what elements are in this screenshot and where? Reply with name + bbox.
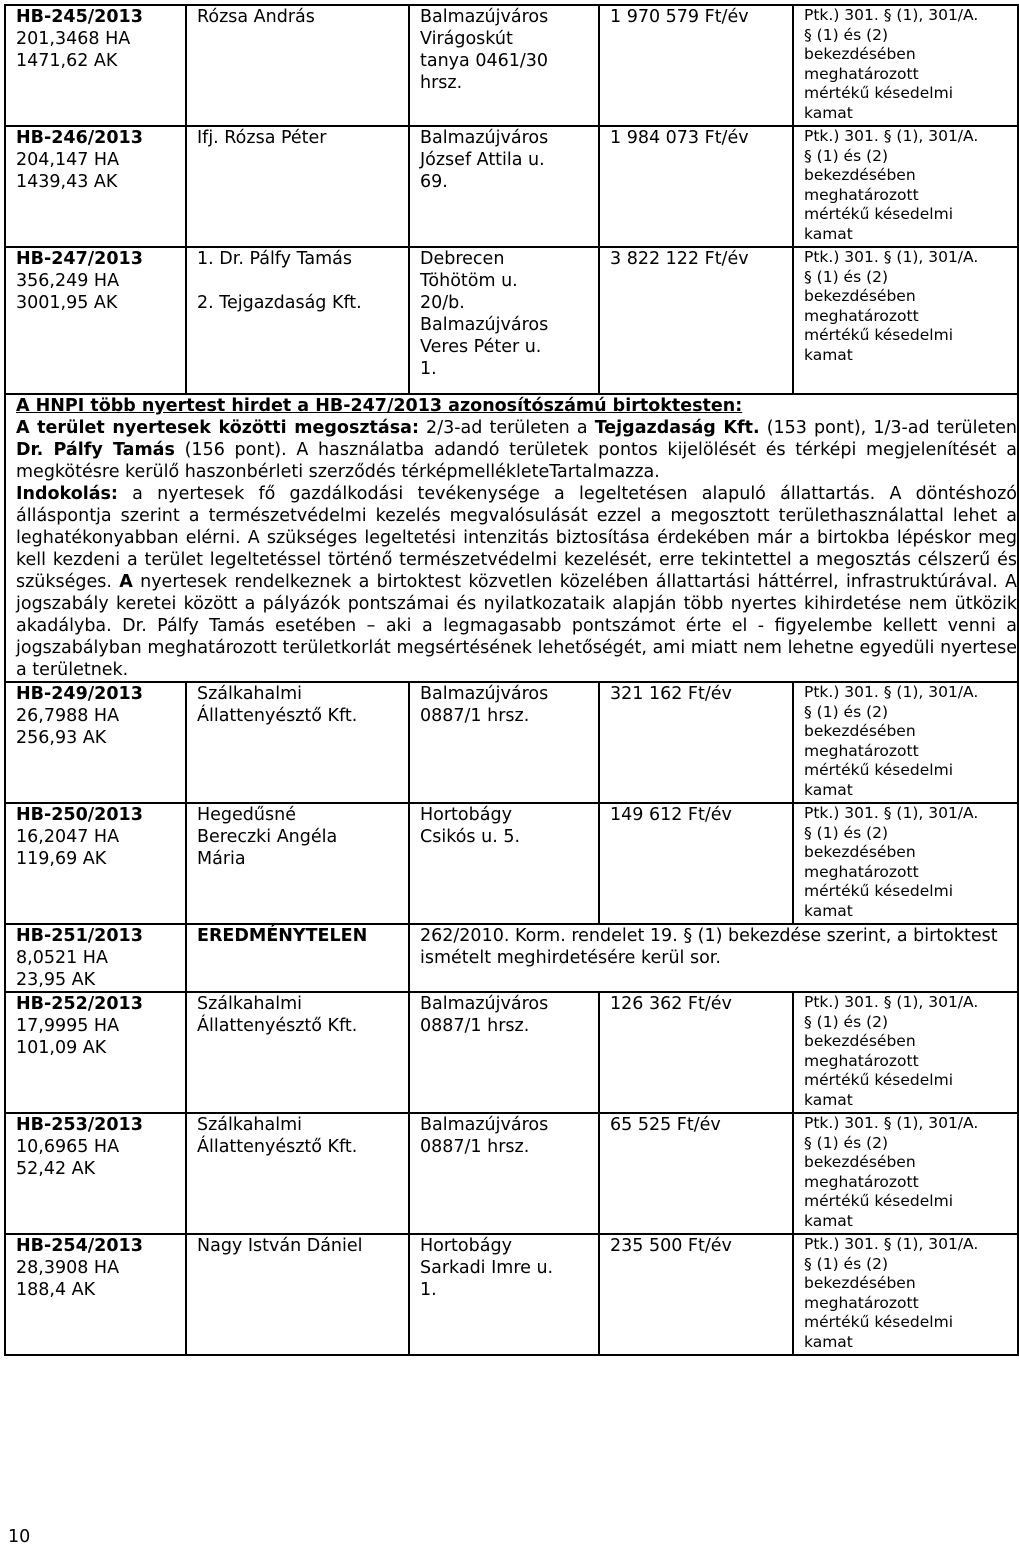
address-cell [409, 992, 599, 1113]
parcel-ak: 256,93 AK [16, 728, 107, 748]
interest-text: § (1) és (2) [804, 267, 889, 286]
reason-label: Indokolás: [16, 484, 118, 504]
rent-cell [599, 1234, 793, 1355]
address-cell [409, 803, 599, 924]
rent-price: 235 500 Ft/év [610, 1236, 732, 1256]
parcel-area: 17,9995 HA [16, 1016, 120, 1036]
winner-name: Rózsa András [197, 7, 315, 27]
interest-text: bekezdésében [804, 1274, 916, 1293]
rent-cell [599, 247, 793, 394]
address-line: hrsz. [420, 73, 463, 93]
address-cell [409, 1113, 599, 1234]
table-row [5, 126, 1018, 247]
split-text: 2/3-ad területen a [418, 418, 595, 438]
rent-price: 1 984 073 Ft/év [610, 128, 749, 148]
interest-text: bekezdésében [804, 1032, 916, 1051]
interest-cell [793, 126, 1018, 247]
rent-cell [599, 682, 793, 803]
address-cell [409, 1234, 599, 1355]
interest-text: kamat [804, 345, 853, 364]
parcel-cell [5, 924, 186, 992]
address-line: Veres Péter u. [420, 337, 542, 357]
winner-person: Dr. Pálfy Tamás [16, 440, 175, 460]
address-line: tanya 0461/30 [420, 51, 549, 71]
rent-cell [599, 126, 793, 247]
auction-results-table [4, 4, 1019, 1356]
table-row [5, 992, 1018, 1113]
interest-text: meghatározott [804, 1293, 919, 1312]
parcel-cell [5, 1234, 186, 1355]
winner-name: 1. Dr. Pálfy Tamás [197, 249, 352, 269]
parcel-ak: 1471,62 AK [16, 51, 118, 71]
interest-text: Ptk.) 301. § (1), 301/A. [804, 1114, 979, 1132]
parcel-area: 16,2047 HA [16, 827, 120, 847]
interest-text: Ptk.) 301. § (1), 301/A. [804, 6, 979, 24]
parcel-cell [5, 1113, 186, 1234]
parcel-area: 10,6965 HA [16, 1137, 120, 1157]
multiple-winner-note [5, 394, 1018, 682]
address-line: 69. [420, 172, 448, 192]
interest-text: mértékű késedelmi [804, 761, 954, 780]
winner-cell [186, 247, 409, 394]
address-line: Hortobágy [420, 1236, 512, 1256]
rent-cell [599, 992, 793, 1113]
interest-text: kamat [804, 224, 853, 243]
parcel-cell [5, 247, 186, 394]
address-line: 1. [420, 1280, 437, 1300]
note-row [5, 394, 1018, 682]
table-row [5, 247, 1018, 394]
winner-name: Ifj. Rózsa Péter [197, 128, 327, 148]
interest-text: § (1) és (2) [804, 1254, 889, 1273]
parcel-id: HB-250/2013 [16, 805, 143, 825]
winner-name: Bereczki Angéla [197, 827, 338, 847]
winner-name: 2. Tejgazdaság Kft. [197, 293, 362, 313]
address-line: Balmazújváros [420, 315, 549, 335]
interest-text: Ptk.) 301. § (1), 301/A. [804, 248, 979, 266]
interest-text: § (1) és (2) [804, 1012, 889, 1031]
winner-cell [186, 1113, 409, 1234]
rent-price: 3 822 122 Ft/év [610, 249, 749, 269]
address-line: 0887/1 hrsz. [420, 1137, 530, 1157]
interest-text: kamat [804, 1090, 853, 1109]
interest-text: bekezdésében [804, 45, 916, 64]
parcel-ak: 119,69 AK [16, 849, 107, 869]
interest-cell [793, 1234, 1018, 1355]
winner-name: Mária [197, 849, 246, 869]
interest-text: mértékű késedelmi [804, 882, 954, 901]
winner-name: Nagy István Dániel [197, 1236, 363, 1256]
parcel-ak: 188,4 AK [16, 1280, 96, 1300]
address-cell [409, 5, 599, 126]
interest-text: meghatározott [804, 185, 919, 204]
page-number: 10 [8, 1527, 31, 1547]
rent-cell [599, 803, 793, 924]
winner-cell [186, 126, 409, 247]
winner-cell [186, 992, 409, 1113]
parcel-ak: 52,42 AK [16, 1159, 96, 1179]
interest-text: kamat [804, 901, 853, 920]
winner-cell [186, 5, 409, 126]
interest-text: bekezdésében [804, 722, 916, 741]
reason-text: a nyertesek fő gazdálkodási tevékenysége a legeltetésen alapuló állattartás. A döntéshozó álláspontja szerint a természetvédelmi kezelés megvalósulását ezzel a megosztott területhasználattal lehet a leghatékonyabban elérni. A szükséges legeltetési intenzitás biztosítása érdekében már a birtokba lépéskor meg kell kezdeni a terület legeltetéssel történő természetvédelmi kezelését, erre tekintettel a megosztás célszerű és szükséges. [16, 484, 1017, 592]
interest-text: meghatározott [804, 64, 919, 83]
note-heading: A HNPI több nyertest hirdet a HB-247/2013 azonosítószámú birtoktesten: [16, 396, 743, 416]
address-cell [409, 247, 599, 394]
table-row [5, 682, 1018, 803]
rent-price: 126 362 Ft/év [610, 994, 732, 1014]
interest-text: meghatározott [804, 862, 919, 881]
interest-text: bekezdésében [804, 1153, 916, 1172]
winner-cell [186, 682, 409, 803]
interest-text: mértékű késedelmi [804, 1313, 954, 1332]
interest-text: kamat [804, 1211, 853, 1230]
status-unsuccessful: EREDMÉNYTELEN [197, 926, 368, 946]
interest-text: mértékű késedelmi [804, 84, 954, 103]
address-line: Virágoskút [420, 29, 513, 49]
interest-text: bekezdésében [804, 287, 916, 306]
interest-text: mértékű késedelmi [804, 205, 954, 224]
reason-text: nyertesek rendelkeznek a birtoktest közvetlen közelében állattartási háttérrel, infrastruktúrával. A jogszabály keretei között a pályázók pontszámai és nyilatkozataik alapján több nyertes kihirdetése nem ütközik akadályba. Dr. Pálfy Tamás esetében – aki a legmagasabb pontszámot érte el - figyelembe kellett venni a jogszabályban meghatározott területkorlát megsértésének lehetőségét, ami miatt nem lehetne egyedüli nyertese a területnek. [16, 572, 1018, 680]
spacer [197, 270, 408, 292]
table-row [5, 1113, 1018, 1234]
winner-name: Szálkahalmi [197, 684, 303, 704]
interest-text: mértékű késedelmi [804, 1192, 954, 1211]
address-line: Balmazújváros [420, 684, 549, 704]
parcel-cell [5, 682, 186, 803]
parcel-id: HB-246/2013 [16, 128, 143, 148]
rent-cell [599, 1113, 793, 1234]
parcel-cell [5, 5, 186, 126]
winner-cell [186, 803, 409, 924]
address-line: Balmazújváros [420, 128, 549, 148]
parcel-cell [5, 803, 186, 924]
status-explanation-cell [409, 924, 1018, 992]
parcel-id: HB-254/2013 [16, 1236, 143, 1256]
interest-text: meghatározott [804, 306, 919, 325]
interest-text: § (1) és (2) [804, 823, 889, 842]
parcel-id: HB-252/2013 [16, 994, 143, 1014]
interest-text: Ptk.) 301. § (1), 301/A. [804, 1235, 979, 1253]
rent-cell [599, 5, 793, 126]
address-line: Balmazújváros [420, 994, 549, 1014]
address-line: Debrecen [420, 249, 505, 269]
rent-price: 65 525 Ft/év [610, 1115, 721, 1135]
address-line: Csikós u. 5. [420, 827, 521, 847]
table-row [5, 803, 1018, 924]
parcel-cell [5, 126, 186, 247]
parcel-id: HB-253/2013 [16, 1115, 143, 1135]
address-line: Töhötöm u. [420, 271, 518, 291]
interest-text: mértékű késedelmi [804, 326, 954, 345]
interest-text: § (1) és (2) [804, 1133, 889, 1152]
winner-name: Hegedűsné [197, 805, 296, 825]
parcel-id: HB-247/2013 [16, 249, 143, 269]
winner-name: Szálkahalmi [197, 994, 303, 1014]
status-cell [186, 924, 409, 992]
split-text: (156 pont). A használatba adandó területek pontos kijelölését és térképi megjelenítését a megkötésre kerülő haszonbérleti szerződés térképmellékleteTartalmazza. [16, 440, 1017, 482]
rent-price: 1 970 579 Ft/év [610, 7, 749, 27]
winner-company: Tejgazdaság Kft. [594, 418, 760, 438]
rent-price: 321 162 Ft/év [610, 684, 732, 704]
interest-cell [793, 247, 1018, 394]
table-row [5, 5, 1018, 126]
winner-name: Állattenyésztő Kft. [197, 1137, 358, 1157]
status-explanation: 262/2010. Korm. rendelet 19. § (1) bekezdése szerint, a birtoktest ismételt meghirdetésére kerül sor. [420, 926, 998, 968]
interest-cell [793, 992, 1018, 1113]
parcel-ak: 3001,95 AK [16, 293, 118, 313]
address-line: 1. [420, 359, 437, 379]
address-line: Balmazújváros [420, 7, 549, 27]
interest-text: Ptk.) 301. § (1), 301/A. [804, 993, 979, 1011]
parcel-area: 201,3468 HA [16, 29, 131, 49]
address-cell [409, 126, 599, 247]
parcel-cell [5, 992, 186, 1113]
address-line: 0887/1 hrsz. [420, 1016, 530, 1036]
parcel-area: 26,7988 HA [16, 706, 120, 726]
address-line: 20/b. [420, 293, 465, 313]
rent-price: 149 612 Ft/év [610, 805, 732, 825]
parcel-area: 8,0521 HA [16, 948, 108, 968]
parcel-ak: 1439,43 AK [16, 172, 118, 192]
interest-text: kamat [804, 103, 853, 122]
interest-text: mértékű késedelmi [804, 1071, 954, 1090]
interest-cell [793, 803, 1018, 924]
parcel-id: HB-249/2013 [16, 684, 143, 704]
split-text: (153 pont), 1/3-ad területen [759, 418, 1017, 438]
interest-cell [793, 682, 1018, 803]
interest-cell [793, 5, 1018, 126]
address-cell [409, 682, 599, 803]
interest-text: § (1) és (2) [804, 146, 889, 165]
interest-text: meghatározott [804, 1051, 919, 1070]
parcel-id: HB-245/2013 [16, 7, 143, 27]
parcel-area: 356,249 HA [16, 271, 120, 291]
interest-text: Ptk.) 301. § (1), 301/A. [804, 804, 979, 822]
interest-text: Ptk.) 301. § (1), 301/A. [804, 683, 979, 701]
winner-cell [186, 1234, 409, 1355]
interest-text: kamat [804, 1332, 853, 1351]
address-line: Hortobágy [420, 805, 512, 825]
address-line: Balmazújváros [420, 1115, 549, 1135]
address-line: Sarkadi Imre u. [420, 1258, 554, 1278]
address-line: József Attila u. [420, 150, 545, 170]
interest-text: bekezdésében [804, 843, 916, 862]
parcel-ak: 101,09 AK [16, 1038, 107, 1058]
interest-cell [793, 1113, 1018, 1234]
parcel-area: 204,147 HA [16, 150, 120, 170]
table-row-unsuccessful [5, 924, 1018, 992]
winner-name: Szálkahalmi [197, 1115, 303, 1135]
parcel-ak: 23,95 AK [16, 970, 96, 990]
interest-text: meghatározott [804, 741, 919, 760]
interest-text: § (1) és (2) [804, 702, 889, 721]
interest-text: meghatározott [804, 1172, 919, 1191]
parcel-area: 28,3908 HA [16, 1258, 120, 1278]
interest-text: § (1) és (2) [804, 25, 889, 44]
interest-text: kamat [804, 780, 853, 799]
table-row [5, 1234, 1018, 1355]
winner-name: Állattenyésztő Kft. [197, 706, 358, 726]
address-line: 0887/1 hrsz. [420, 706, 530, 726]
interest-text: Ptk.) 301. § (1), 301/A. [804, 127, 979, 145]
reason-bold: A [119, 572, 133, 592]
interest-text: bekezdésében [804, 166, 916, 185]
parcel-id: HB-251/2013 [16, 926, 143, 946]
winner-name: Állattenyésztő Kft. [197, 1016, 358, 1036]
split-label: A terület nyertesek közötti megosztása: [16, 418, 419, 438]
